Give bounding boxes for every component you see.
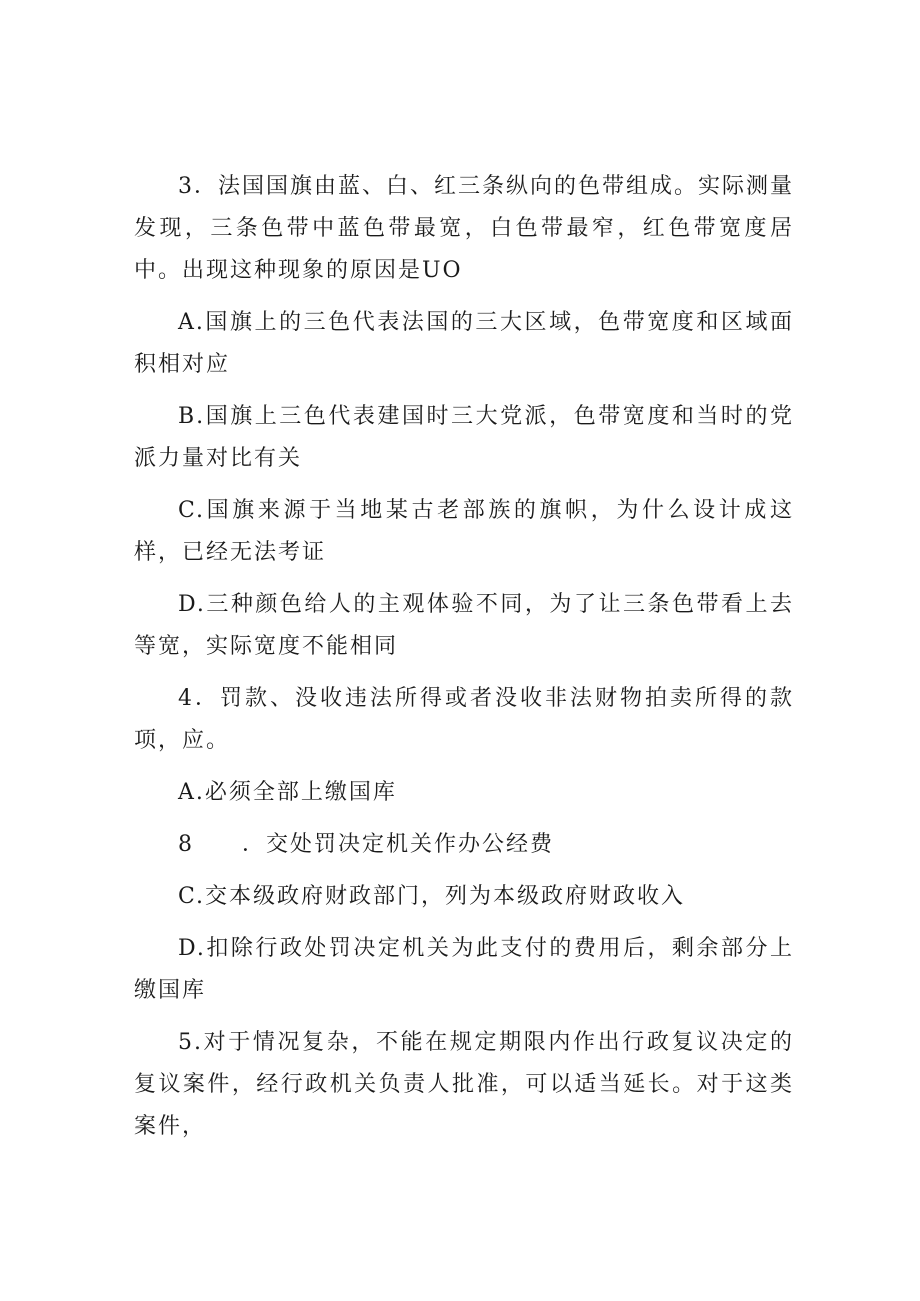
question-4-option-d: D.扣除行政处罚决定机关为此支付的费用后，剩余部分上缴国库 [134, 936, 794, 1003]
question-3-option-b: B.国旗上三色代表建国时三大党派，色带宽度和当时的党派力量对比有关 [134, 404, 794, 471]
question-3-option-a: A.国旗上的三色代表法国的三大区域，色带宽度和区域面积相对应 [134, 310, 794, 377]
question-4-stem: 4．罚款、没收违法所得或者没收非法财物拍卖所得的款项，应。 [134, 686, 794, 753]
question-3-option-c: C.国旗来源于当地某古老部族的旗帜，为什么设计成这样，已经无法考证 [134, 498, 794, 565]
question-4-option-b [134, 824, 794, 866]
question-5-stem: 5.对于情况复杂，不能在规定期限内作出行政复议决定的复议案件，经行政机关负责人批准，可以适当延长。对于这类案件， [134, 1030, 794, 1139]
question-3-option-d: D.三种颜色给人的主观体验不同，为了让三条色带看上去等宽，实际宽度不能相同 [134, 592, 794, 659]
question-4-option-a: A.必须全部上缴国库 [178, 780, 397, 805]
question-4-option-c: C.交本级政府财政部门，列为本级政府财政收入 [178, 884, 686, 909]
question-4-option-b-number: 8 [178, 832, 194, 857]
question-4-option-b-text: ．交处罚决定机关作办公经费 [242, 832, 555, 857]
question-3-stem: 3．法国国旗由蓝、白、红三条纵向的色带组成。实际测量发现，三条色带中蓝色带最宽，白色带最窄，红色带宽度居中。出现这种现象的原因是UO [134, 174, 794, 283]
document-body [134, 166, 794, 1158]
